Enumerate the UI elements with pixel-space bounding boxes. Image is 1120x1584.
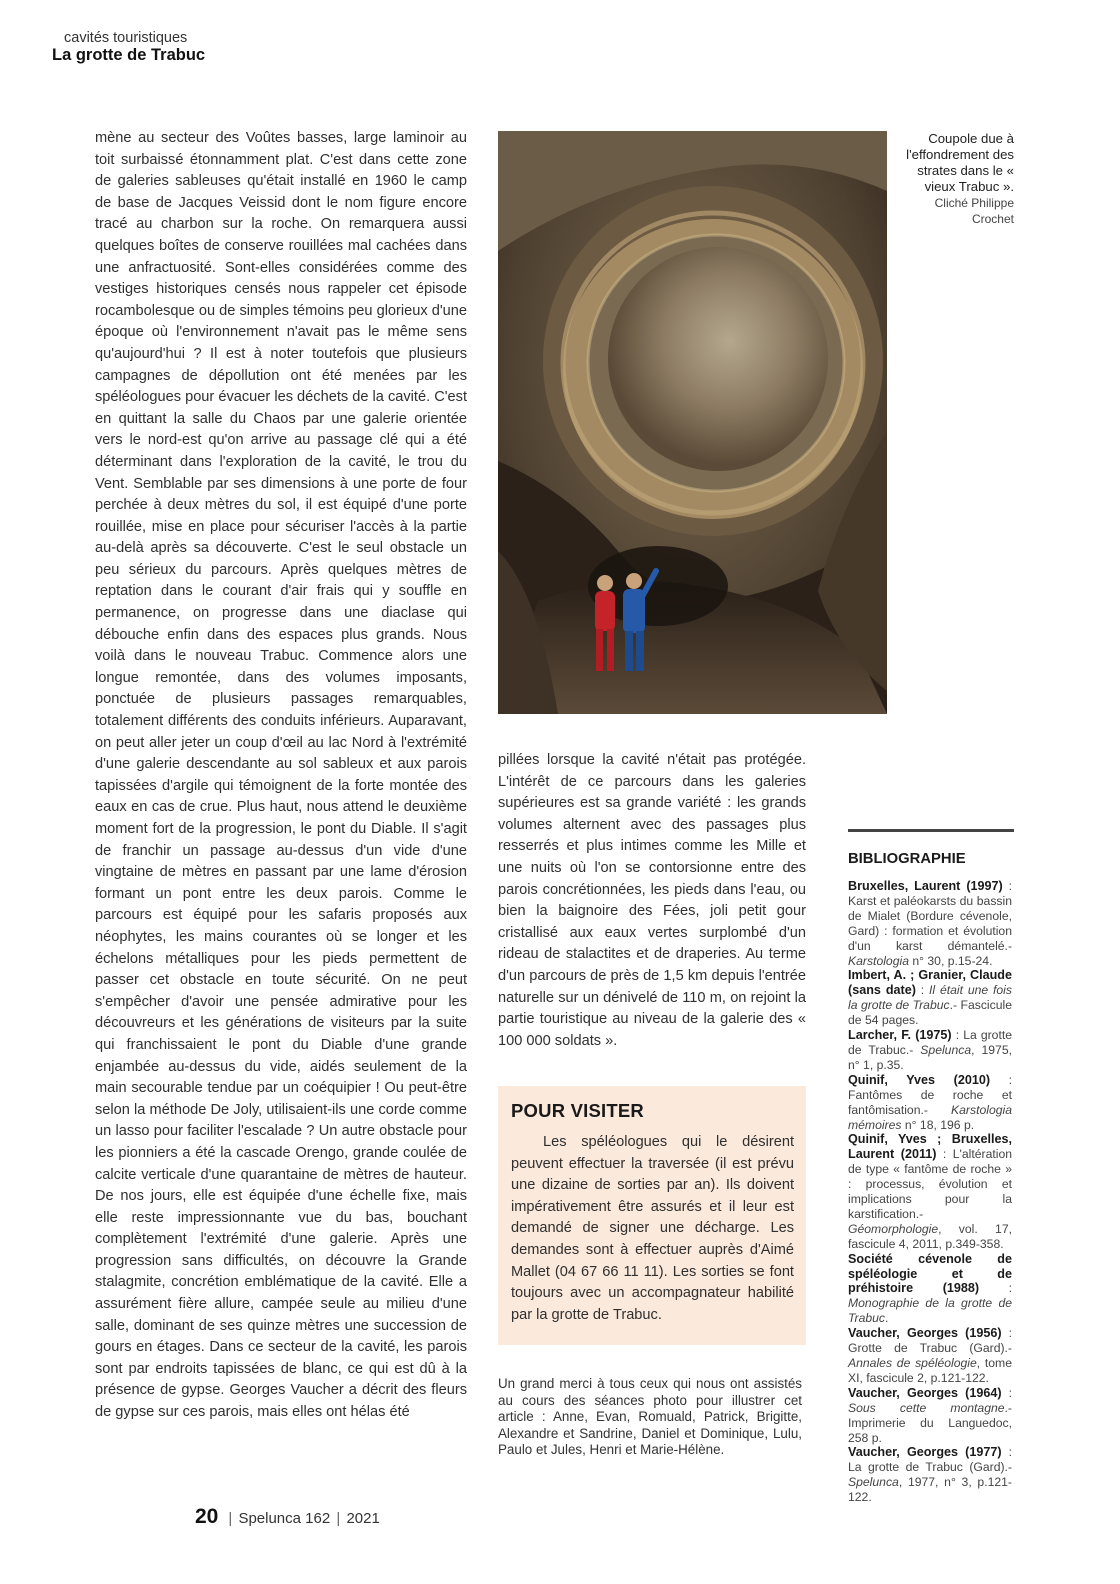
page-footer [195, 1505, 380, 1529]
photo-credit: Cliché Philippe Crochet [934, 196, 1014, 226]
journal-issue: Spelunca 162 [238, 1510, 331, 1527]
visit-box-title: POUR VISITER [511, 1100, 644, 1121]
bibliography-entry: Larcher, F. (1975) : La grotte de Trabuc.- Spelunca, 1975, n° 1, p.35. [848, 1028, 1013, 1072]
bibliography-entry: Quinif, Yves (2010) : Fantômes de roche et fantômisation.- Karstologia mémoires n° 18, 196 p. [848, 1072, 1013, 1132]
article-title: La grotte de Trabuc [52, 46, 206, 64]
bibliography-entry: Société cévenole de spéléologie et de préhistoire (1988) : Monographie de la grotte de Trabuc. [848, 1251, 1012, 1326]
caption-text: Coupole due à l'effondrement des strates dans le « vieux Trabuc ». [906, 131, 1014, 194]
bibliography-entry: Vaucher, Georges (1977) : La grotte de Trabuc (Gard).- Spelunca, 1977, n° 3, p.121-122. [848, 1445, 1012, 1505]
left-text-column [95, 128, 467, 1424]
middle-text-column [498, 750, 806, 1052]
bibliography-entry: Vaucher, Georges (1956) : Grotte de Trabuc (Gard).- Annales de spéléologie, tome XI, fascicule 2, p.121-122. [848, 1326, 1012, 1385]
cave-dome-image [498, 131, 887, 714]
acknowledgements: Un grand merci à tous ceux qui nous ont assistés au cours des séances photo pour illustrer cet article : Anne, Evan, Romuald, Patrick, Brigitte, Alexandre et Sandrine, Daniel et Dominique, Lulu, Paulo et Jules, Henri et Marie-Hélène. [498, 1376, 802, 1458]
photo-caption [904, 131, 1014, 227]
body-paragraph: mène au secteur des Voûtes basses, large laminoir au toit surbaissé étonnamment plat. C'est dans cette zone de galeries sableuses qu'était installé en 1960 le camp de base de Jacques Veissid dont le nom figure encore tracé au charbon sur la roche. On remarquera aussi quelques boîtes de conserve rouillées mal cachées dans une anfractuosité. Sont-elles considérées comme des vestiges historiques censés nous rappeler cet épisode rocambolesque ou de simples témoins peu glorieux d'une époque où l'environnement n'avait pas le même sens qu'aujourd'hui ? Il est à noter toutefois que plusieurs campagnes de dépollution ont été menées par les spéléologues pour évacuer les déchets de la cavité. C'est en quittant la salle du Chaos par une galerie orientée vers le nord-est qu'on arrive au passage clé qui a été déterminant dans l'exploration de la cavité, le trou du Vent. Semblable par ses dimensions à une porte de four perchée à deux mètres du sol, il est équipé d'une porte rouillée, mise en place pour sécuriser l'accès à la partie au-delà après sa découverte. C'est le seul obstacle un peu sérieux du parcours. Après quelques mètres de reptation dans le courant d'air frais qui y souffle en permanence, on progresse dans une diaclase qui débouche enfin dans des espaces plus grands. Nous voilà dans le nouveau Trabuc. Commence alors une longue remontée, dans des volumes imposants, ponctuée de plusieurs passages remarquables, totalement différents des conduits inférieurs. Auparavant, on peut aller jeter un coup d'œil au lac Nord à l'extrémité d'une galerie descendante au sol sableux et aux parois tapissées d'argile qui témoignent de la forte montée des eaux en cas de crue. Plus haut, nous attend le deuxième moment fort de la progression, le pont du Diable. Il s'agit de franchir un passage au-dessus d'un vide d'une vingtaine de mètres en passant par une lame d'érosion formant un pont entre les deux parois. Comme le parcours est équipé pour les safaris proposés aux néophytes, les mains courantes où se longer et les échelons métalliques pour les pieds permettent de passer cet obstacle en toute sécurité. On ne peut s'empêcher d'avoir une pensée admirative pour les découvreurs et les générations de visiteurs par la suite qui franchissaient le pont du Diable d'une grande enjambée au-dessus du vide, aidés seulement de la main secourable tendue par un coéquipier ! Ou peut-être selon la méthode De Joly, utilisaient-ils une corde comme un lasso pour faciliter l'escalade ? Un autre obstacle pour les pionniers a été la cascade Orengo, grande coulée de calcite verticale d'une quarantaine de mètres de hauteur. De nos jours, elle est équipée d'une échelle fixe, mais elle reste impressionnante vue du bas, bouchant complètement l'extrémité d'une galerie. Après une progression sans difficultés, on découvre la Grande stalagmite, concrétion emblématique de la cavité. Elle a assurément fière allure, campée seule au milieu d'une salle, dominant de ses quinze mètres une succession de gours en étages. Dans ce secteur de la cavité, les parois sont par endroits tapissées de blanc, ce qui est dû à la présence de gypse. Georges Vaucher a décrit des fleurs de gypse sur ces parois, mais elles ont hélas été [95, 130, 467, 1421]
bibliography-entry: Imbert, A. ; Granier, Claude (sans date) : Il était une fois la grotte de Trabuc.- Fascicule de 54 pages. [848, 968, 1012, 1028]
bibliography-entry: Quinif, Yves ; Bruxelles, Laurent (2011) : L'altération de type « fantôme de roche » : processus, évolution et implications pour la karstification.- Géomorphologie, vol. 17, fascicule 4, 2011, p.349-358. [848, 1132, 1013, 1251]
visit-box-text: Les spéléologues qui le désirent peuvent effectuer la traversée (il est prévu une dizaine de sorties par an). Ils doivent impérativement être assurés et il leur est demandé de signer une décharge. Les demandes sont à effectuer auprès d'Aimé Mallet (04 67 66 11 11). Les sorties se font toujours avec un accompagnateur habilité par la grotte de Trabuc. [511, 1134, 794, 1323]
visit-info-box [498, 1086, 806, 1345]
publication-year: 2021 [346, 1510, 380, 1527]
section-label: cavités touristiques [64, 30, 188, 46]
bibliography-divider [848, 829, 1014, 832]
bibliography-entry: Vaucher, Georges (1964) : Sous cette montagne.- Imprimerie du Languedoc, 258 p. [848, 1385, 1012, 1445]
page-number: 20 [195, 1505, 219, 1528]
bibliography-list [848, 879, 1012, 1505]
bibliography-entry: Bruxelles, Laurent (1997) : Karst et paléokarsts du bassin de Mialet (Bordure cévenole, Gard) : formation et évolution d'un karst démantelé.- Karstologia n° 30, p.15-24. [848, 879, 1012, 968]
cave-photo [498, 131, 887, 714]
bibliography-title: BIBLIOGRAPHIE [848, 851, 966, 867]
footer-separator: | [228, 1510, 233, 1527]
footer-separator: | [336, 1510, 341, 1527]
body-paragraph: pillées lorsque la cavité n'était pas protégée. L'intérêt de ce parcours dans les galeries supérieures est sa grande variété : les grands volumes alternent avec des passages plus resserrés et plus intimes comme les Mille et une nuits où l'on se contorsionne entre des parois concrétionnées, les pieds dans l'eau, ou bien la baignoire des Fées, joli petit gour cristallisé aux eaux vertes surplombé d'un rideau de stalactites et de draperies. Au terme d'un parcours de près de 1,5 km depuis l'entrée naturelle sur un dénivelé de 110 m, on rejoint la partie touristique au niveau de la galerie des « 100 000 soldats ». [498, 752, 806, 1049]
running-header [52, 30, 205, 64]
